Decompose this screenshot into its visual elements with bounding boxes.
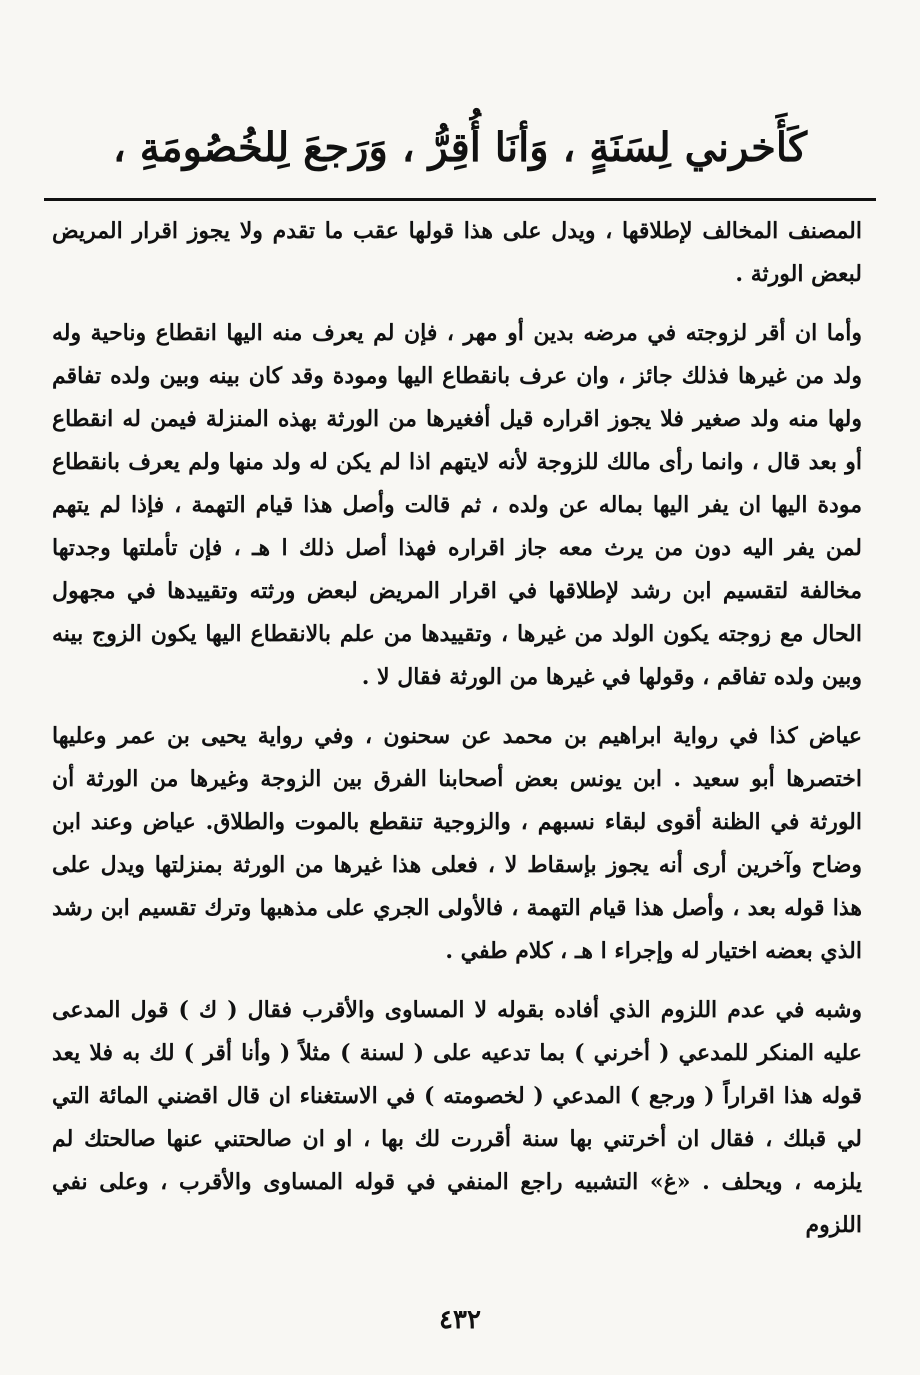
header-divider-line (44, 198, 876, 201)
paragraph-4: وشبه في عدم اللزوم الذي أفاده بقوله لا المساوى والأقرب فقال ( ك ) قول المدعى عليه المنكر للمدعي ( أخرني ) بما تدعيه على ( لسنة ) مثلاً ( وأنا أقر ) لك به فلا يعد قوله هذا اقراراً ( ورجع ) المدعي ( لخصومته ) في الاستغناء ان قال اقضني المائة التي لي قبلك ، فقال ان أخرتني بها سنة أقررت لك بها ، او ان صالحتني عنها صالحتك لم يلزمه ، ويحلف . «غ» التشبيه راجع المنفي في قوله المساوى والأقرب ، وعلى نفي اللزوم (52, 997, 862, 1238)
page-header-title: كَأَخرني لِسَنَةٍ ، وَأنَا أُقِرُّ ، وَرَجعَ لِلخُصُومَةِ ، (112, 124, 808, 171)
page-number: ٤٣٢ (439, 1305, 481, 1335)
body-text (52, 210, 862, 1267)
paragraph-2: وأما ان أقر لزوجته في مرضه بدين أو مهر ، فإن لم يعرف منه اليها انقطاع وناحية وله ولد من غيرها فذلك جائز ، وان عرف بانقطاع اليها ومودة وقد كان بينه وبين ولده تفاقم ولها منه ولد صغير فلا يجوز اقراره قيل أفغيرها من الورثة بهذه المنزلة فيمن له انقطاع أو بعد قال ، وانما رأى مالك للزوجة لأنه لايتهم اذا لم يكن له ولد منها ولم يعرف بانقطاع مودة اليها ان يفر اليها بماله عن ولده ، ثم قالت وأصل هذا قيام التهمة ، فإذا لم يتهم لمن يفر اليه دون من يرث معه جاز اقراره فهذا أصل ذلك ا هـ ، فإن تأملتها وجدتها مخالفة لتقسيم ابن رشد لإطلاقها في اقرار المريض لبعض ورثته وتقييدها في مجهول الحال مع زوجته يكون الولد من غيرها ، وتقييدها من علم بالانقطاع اليها يكون الزوج بينه وبين ولده تفاقم ، وقولها في غيرها من الورثة فقال لا . (52, 320, 863, 690)
paragraph-1: المصنف المخالف لإطلاقها ، ويدل على هذا قولها عقب ما تقدم ولا يجوز اقرار المريض لبعض الورثة . (52, 218, 862, 287)
paragraph-3: عياض كذا في رواية ابراهيم بن محمد عن سحنون ، وفي رواية يحيى بن عمر وعليها اختصرها أبو سعيد . ابن يونس بعض أصحابنا الفرق بين الزوجة وغيرها من الورثة أن الورثة في الظنة أقوى لبقاء نسبهم ، والزوجية تنقطع بالموت والطلاق. عياض وعند ابن وضاح وآخرين أرى أنه يجوز بإسقاط لا ، فعلى هذا غيرها من الورثة بمنزلتها ويدل على هذا قوله بعد ، وأصل هذا قيام التهمة ، فالأولى الجري على مذهبها وترك تقسيم ابن رشد الذي بعضه اختيار له وإجراء ا هـ ، كلام طفي . (52, 723, 863, 964)
